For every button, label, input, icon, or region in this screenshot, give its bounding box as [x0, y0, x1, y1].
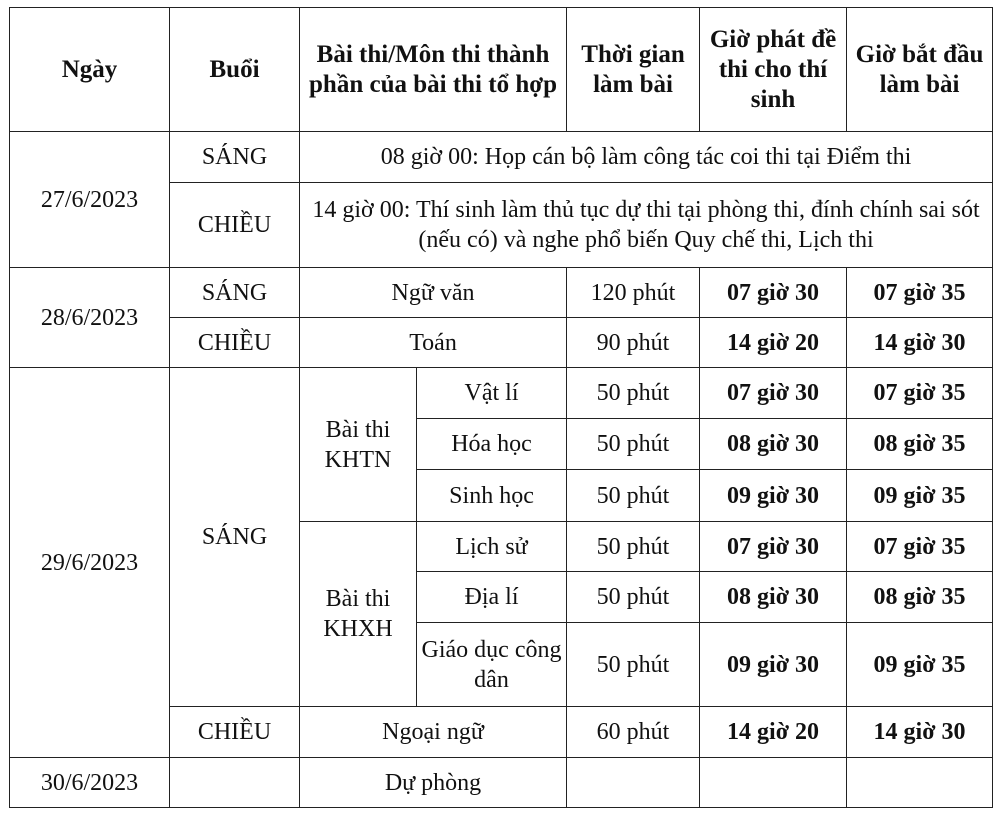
duration-cell: 50 phút [567, 419, 700, 470]
duration-cell: 90 phút [567, 318, 700, 368]
duration-cell: 50 phút [567, 572, 700, 623]
start-time-cell: 07 giờ 35 [847, 522, 993, 572]
hand-out-time-cell: 07 giờ 30 [700, 522, 847, 572]
table-row [10, 368, 993, 419]
table-row [10, 758, 993, 808]
session-cell: SÁNG [170, 368, 300, 707]
header-buoi: Buổi [170, 8, 300, 132]
note-cell: Dự phòng [300, 758, 567, 808]
start-time-cell: 14 giờ 30 [847, 318, 993, 368]
hand-out-time-cell: 14 giờ 20 [700, 318, 847, 368]
session-cell: SÁNG [170, 268, 300, 318]
header-ngay: Ngày [10, 8, 170, 132]
date-cell: 29/6/2023 [10, 368, 170, 758]
subject-cell: Ngoại ngữ [300, 707, 567, 758]
subject-cell: Ngữ văn [300, 268, 567, 318]
date-cell: 27/6/2023 [10, 132, 170, 268]
header-thoi-gian: Thời gian làm bài [567, 8, 700, 132]
hand-out-time-cell: 07 giờ 30 [700, 268, 847, 318]
duration-cell: 50 phút [567, 368, 700, 419]
duration-cell: 60 phút [567, 707, 700, 758]
start-time-cell: 14 giờ 30 [847, 707, 993, 758]
duration-cell: 50 phút [567, 522, 700, 572]
subject-cell: Lịch sử [417, 522, 567, 572]
date-cell: 30/6/2023 [10, 758, 170, 808]
start-time-cell: 07 giờ 35 [847, 368, 993, 419]
group-cell-khtn: Bài thi KHTN [300, 368, 417, 522]
note-cell: 14 giờ 00: Thí sinh làm thủ tục dự thi tại phòng thi, đính chính sai sót (nếu có) và nghe phổ biến Quy chế thi, Lịch thi [300, 183, 993, 268]
hand-out-time-cell: 14 giờ 20 [700, 707, 847, 758]
duration-cell [567, 758, 700, 808]
start-time-cell: 07 giờ 35 [847, 268, 993, 318]
subject-cell: Giáo dục công dân [417, 623, 567, 707]
date-cell: 28/6/2023 [10, 268, 170, 368]
hand-out-time-cell [700, 758, 847, 808]
session-cell [170, 758, 300, 808]
start-time-cell: 09 giờ 35 [847, 470, 993, 522]
table-row [10, 132, 993, 183]
subject-cell: Sinh học [417, 470, 567, 522]
hand-out-time-cell: 07 giờ 30 [700, 368, 847, 419]
start-time-cell: 08 giờ 35 [847, 419, 993, 470]
hand-out-time-cell: 09 giờ 30 [700, 623, 847, 707]
hand-out-time-cell: 09 giờ 30 [700, 470, 847, 522]
session-cell: CHIỀU [170, 183, 300, 268]
session-cell: SÁNG [170, 132, 300, 183]
start-time-cell [847, 758, 993, 808]
duration-cell: 50 phút [567, 623, 700, 707]
subject-cell: Vật lí [417, 368, 567, 419]
exam-schedule-table [9, 7, 993, 808]
header-row [10, 8, 993, 132]
header-gio-phat-de: Giờ phát đề thi cho thí sinh [700, 8, 847, 132]
subject-cell: Hóa học [417, 419, 567, 470]
session-cell: CHIỀU [170, 707, 300, 758]
duration-cell: 50 phút [567, 470, 700, 522]
hand-out-time-cell: 08 giờ 30 [700, 419, 847, 470]
table-row [10, 268, 993, 318]
start-time-cell: 08 giờ 35 [847, 572, 993, 623]
start-time-cell: 09 giờ 35 [847, 623, 993, 707]
subject-cell: Toán [300, 318, 567, 368]
group-cell-khxh: Bài thi KHXH [300, 522, 417, 707]
header-bai-thi: Bài thi/Môn thi thành phần của bài thi tổ hợp [300, 8, 567, 132]
note-cell: 08 giờ 00: Họp cán bộ làm công tác coi thi tại Điểm thi [300, 132, 993, 183]
hand-out-time-cell: 08 giờ 30 [700, 572, 847, 623]
duration-cell: 120 phút [567, 268, 700, 318]
session-cell: CHIỀU [170, 318, 300, 368]
header-gio-bat-dau: Giờ bắt đầu làm bài [847, 8, 993, 132]
subject-cell: Địa lí [417, 572, 567, 623]
